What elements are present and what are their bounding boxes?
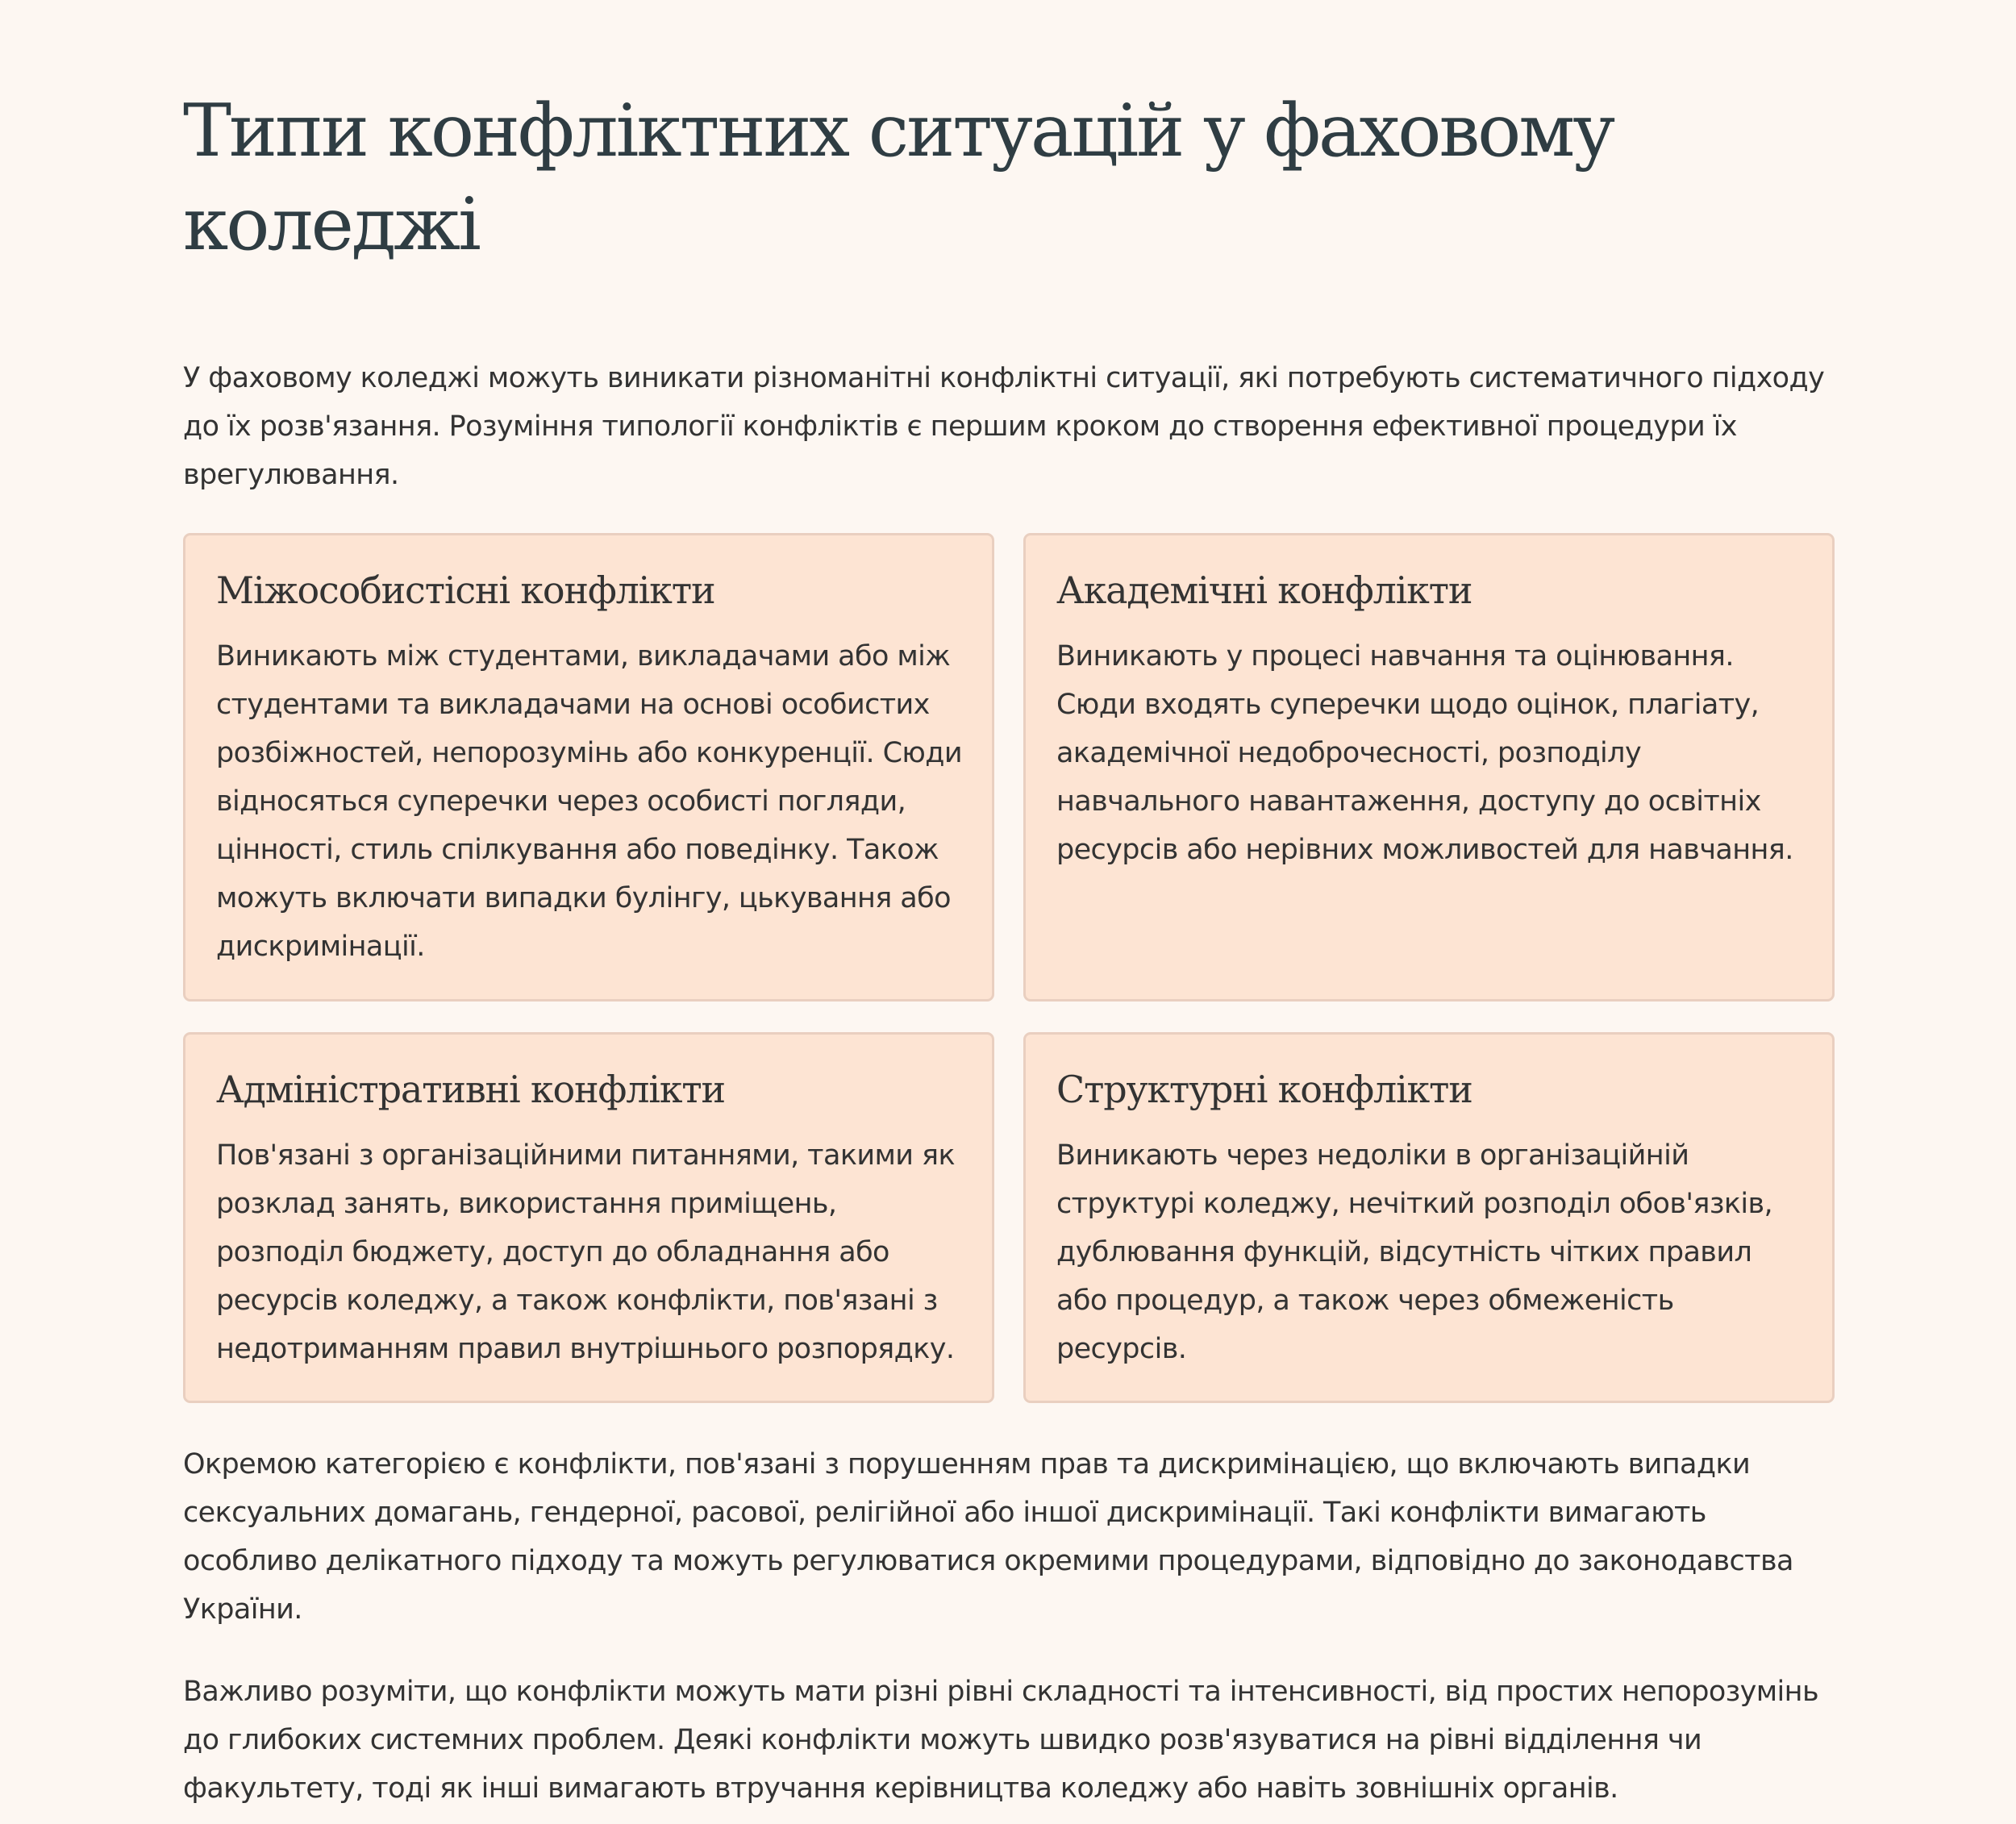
card-title: Міжособистісні конфлікти [216,568,715,612]
slide-page [183,85,1835,1813]
card-text: Пов'язані з організаційними питаннями, такими як розклад занять, використання приміщень, розподіл бюджету, доступ до обладнання або ресурсів коледжу, а також конфлікти, пов'язані з недотриманням правил внутрішнього розпорядку. [216,1139,955,1365]
card-text: Виникають у процесі навчання та оцінювання. Сюди входять суперечки щодо оцінок, плагіату, академічної недоброчесності, розподілу навчального навантаження, доступу до освітніх ресурсів або нерівних можливостей для навчання. [1056,640,1793,866]
card-title: Структурні конфлікти [1056,1068,1472,1111]
page-title: Типи конфліктних ситуацій у фаховому коледжі [183,89,1614,267]
card-academic-conflicts [1023,533,1835,1002]
complexity-paragraph: Важливо розуміти, що конфлікти можуть мати різні рівні складності та інтенсивності, від простих непорозумінь до глибоких системних проблем. Деякі конфлікти можуть швидко розв'язуватися на рівні відділення чи факультету, тоді як інші вимагають втручання керівництва коледжу або навіть зовнішніх органів. [183,1676,1818,1805]
card-text: Виникають через недоліки в організаційній структурі коледжу, нечіткий розподіл обов'язків, дублювання функцій, відсутність чітких правил або процедур, а також через обмеженість ресурсів. [1056,1139,1773,1365]
intro-paragraph: У фаховому коледжі можуть виникати різноманітні конфліктні ситуації, які потребують систематичного підходу до їх розв'язання. Розуміння типології конфліктів є першим кроком до створення ефективної процедури їх врегулювання. [183,362,1825,491]
card-structural-conflicts [1023,1032,1835,1403]
card-text: Виникають між студентами, викладачами або між студентами та викладачами на основі особистих розбіжностей, непорозумінь або конкуренції. Сюди відносяться суперечки через особисті погляди, цінності, стиль спілкування або поведінку. Також можуть включати випадки булінгу, цькування або дискримінації. [216,640,963,963]
discrimination-paragraph: Окремою категорією є конфлікти, пов'язані з порушенням прав та дискримінацією, що включають випадки сексуальних домагань, гендерної, расової, релігійної або іншої дискримінації. Такі конфлікти вимагають особливо делікатного підходу та можуть регулюватися окремими процедурами, відповідно до законодавства України. [183,1448,1793,1626]
card-title: Адміністративні конфлікти [216,1068,726,1111]
card-title: Академічні конфлікти [1056,568,1472,612]
card-interpersonal-conflicts [183,533,994,1002]
conflict-types-grid [183,533,1835,1403]
card-administrative-conflicts [183,1032,994,1403]
